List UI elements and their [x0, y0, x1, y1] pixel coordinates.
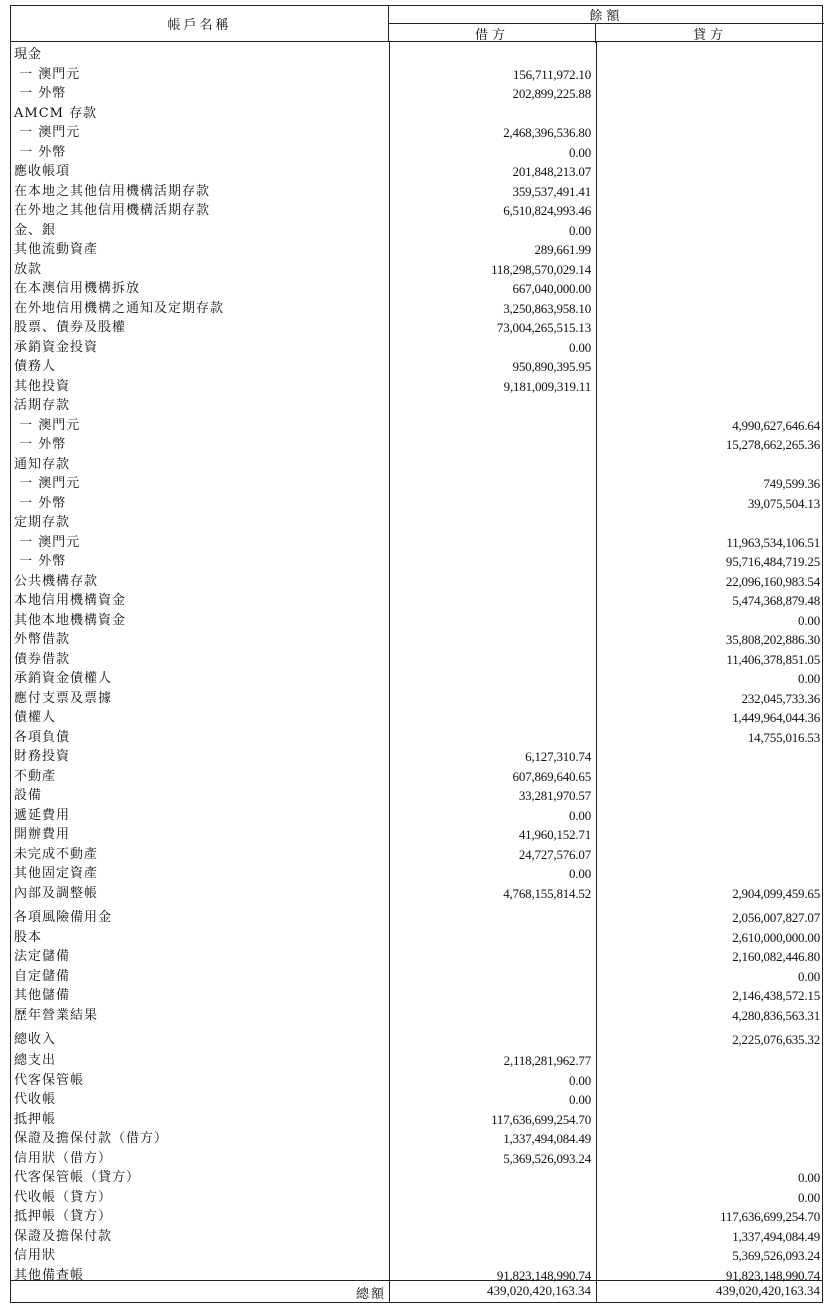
table-row	[11, 611, 824, 631]
table-row	[11, 908, 824, 928]
table-row	[11, 240, 824, 260]
table-row	[11, 1110, 824, 1130]
credit-header: 貸方	[692, 28, 727, 43]
account-name: 一 外幣	[14, 496, 67, 511]
table-row	[11, 357, 824, 377]
account-name: 抵押帳	[14, 1112, 57, 1127]
table-row	[11, 1006, 824, 1026]
table-row	[11, 1246, 824, 1266]
table-row	[11, 1207, 824, 1227]
debit-value: 0.00	[569, 1092, 591, 1107]
table-row	[11, 494, 824, 514]
credit-value: 1,337,494,084.49	[732, 1229, 820, 1244]
account-name: 金、銀	[14, 223, 57, 238]
table-row	[11, 396, 824, 416]
table-row	[11, 928, 824, 948]
table-row	[11, 650, 824, 670]
debit-value: 0.00	[569, 866, 591, 881]
account-name: 遞延費用	[14, 808, 71, 823]
table-row	[11, 767, 824, 787]
debit-value: 359,537,491.41	[512, 184, 591, 199]
table-row	[11, 221, 824, 241]
table-row	[11, 986, 824, 1006]
debit-value: 3,250,863,958.10	[503, 301, 591, 316]
account-name: 保證及擔保付款（借方）	[14, 1131, 169, 1146]
table-row	[11, 143, 824, 163]
debit-value: 24,727,576.07	[518, 847, 591, 862]
account-name: 保證及擔保付款	[14, 1229, 113, 1244]
table-row	[11, 104, 824, 124]
account-name: 股本	[14, 930, 43, 945]
debit-header: 借方	[389, 24, 596, 43]
credit-value: 4,280,836,563.31	[732, 1008, 820, 1023]
account-name: 承銷資金債權人	[14, 671, 113, 686]
trial-balance-sheet	[10, 5, 823, 1303]
credit-value: 749,599.36	[763, 476, 820, 491]
table-row	[11, 1188, 824, 1208]
debit-value: 73,004,265,515.13	[496, 320, 591, 335]
account-name: 內部及調整帳	[14, 886, 99, 901]
debit-value: 91,823,148,990.74	[496, 1268, 591, 1283]
account-name: 代客保管帳（貸方）	[14, 1170, 141, 1185]
table-row	[11, 1071, 824, 1091]
table-row	[11, 728, 824, 748]
table-row	[11, 1030, 824, 1050]
account-name: 承銷資金投資	[14, 340, 99, 355]
account-name: 現金	[14, 47, 43, 62]
account-name: 代收帳（貸方）	[14, 1190, 113, 1205]
account-name: 債券借款	[14, 652, 71, 667]
table-row	[11, 299, 824, 319]
debit-value: 202,899,225.88	[512, 86, 591, 101]
table-row	[11, 552, 824, 572]
account-name: 代收帳	[14, 1092, 57, 1107]
credit-value: 2,904,099,459.65	[732, 886, 820, 901]
account-name: 公共機構存款	[14, 574, 99, 589]
account-name: 在本澳信用機構拆放	[14, 281, 141, 296]
table-row	[11, 1227, 824, 1247]
account-name: 一 外幣	[14, 437, 67, 452]
table-row	[11, 669, 824, 689]
table-row	[11, 182, 824, 202]
credit-value: 5,369,526,093.24	[732, 1248, 820, 1263]
table-row	[11, 825, 824, 845]
total-row	[10, 1281, 823, 1303]
account-name: 放款	[14, 262, 43, 277]
account-name: 一 澳門元	[14, 476, 81, 491]
account-name: 在外地之其他信用機構活期存款	[14, 203, 211, 218]
table-row	[11, 318, 824, 338]
table-row	[11, 845, 824, 865]
credit-value: 2,160,082,446.80	[732, 949, 820, 964]
account-name: 應收帳項	[14, 164, 71, 179]
debit-value: 5,369,526,093.24	[503, 1151, 591, 1166]
account-name: 活期存款	[14, 398, 71, 413]
debit-value: 2,118,281,962.77	[503, 1053, 591, 1068]
account-name: 其他流動資產	[14, 242, 99, 257]
debit-value: 6,127,310.74	[525, 749, 591, 764]
table-row	[11, 84, 824, 104]
credit-value: 91,823,148,990.74	[725, 1268, 820, 1283]
table-row	[11, 708, 824, 728]
table-row	[11, 45, 824, 65]
debit-value: 0.00	[569, 223, 591, 238]
account-name: AMCM 存款	[14, 106, 98, 121]
table-row	[11, 572, 824, 592]
account-name: 債務人	[14, 359, 57, 374]
account-name: 總收入	[14, 1032, 57, 1047]
debit-value: 118,298,570,029.14	[491, 262, 591, 277]
table-row	[11, 201, 824, 221]
table-row	[11, 1051, 824, 1071]
credit-value: 1,449,964,044.36	[732, 710, 820, 725]
credit-value: 11,963,534,106.51	[726, 535, 820, 550]
table-row	[11, 947, 824, 967]
account-name: 財務投資	[14, 749, 71, 764]
account-name: 一 澳門元	[14, 67, 81, 82]
debit-value: 607,869,640.65	[512, 769, 591, 784]
table-row	[11, 884, 824, 904]
account-name: 股票、債券及股權	[14, 320, 127, 335]
debit-value: 156,711,972.10	[513, 67, 591, 82]
table-row	[11, 591, 824, 611]
account-name: 各項負債	[14, 730, 71, 745]
debit-value: 0.00	[569, 145, 591, 160]
account-name: 一 澳門元	[14, 418, 81, 433]
account-name: 各項風險備用金	[14, 910, 113, 925]
table-row	[11, 1129, 824, 1149]
account-name: 代客保管帳	[14, 1073, 85, 1088]
credit-value: 22,096,160,983.54	[725, 574, 820, 589]
table-row	[11, 260, 824, 280]
debit-value: 41,960,152.71	[518, 827, 591, 842]
credit-value: 0.00	[798, 1170, 820, 1185]
account-name: 其他投資	[14, 379, 71, 394]
table-row	[11, 747, 824, 767]
account-name: 應付支票及票據	[14, 691, 113, 706]
total-debit: 439,020,420,163.34	[487, 1283, 591, 1298]
table-row	[11, 967, 824, 987]
account-name: 一 澳門元	[14, 125, 81, 140]
table-row	[11, 513, 824, 533]
account-name: 在外地信用機構之通知及定期存款	[14, 301, 225, 316]
account-name: 自定儲備	[14, 969, 71, 984]
debit-value: 33,281,970.57	[518, 788, 591, 803]
account-name-header: 帳戶名稱	[11, 6, 389, 41]
debit-value: 117,636,699,254.70	[491, 1112, 591, 1127]
account-name: 定期存款	[14, 515, 71, 530]
credit-value: 2,225,076,635.32	[732, 1032, 820, 1047]
credit-value: 35,808,202,886.30	[725, 632, 820, 647]
account-name: 外幣借款	[14, 632, 71, 647]
table-row	[11, 455, 824, 475]
table-row	[11, 338, 824, 358]
credit-value: 15,278,662,265.36	[725, 437, 820, 452]
table-row	[11, 806, 824, 826]
table-row	[11, 123, 824, 143]
table-row	[11, 786, 824, 806]
account-name: 歷年營業結果	[14, 1008, 99, 1023]
table-header	[10, 5, 823, 42]
account-name: 其他本地機構資金	[14, 613, 127, 628]
credit-value: 117,636,699,254.70	[720, 1209, 820, 1224]
account-name: 一 外幣	[14, 86, 67, 101]
account-name: 一 澳門元	[14, 535, 81, 550]
credit-value: 2,610,000,000.00	[732, 930, 820, 945]
table-body	[10, 42, 823, 1281]
account-name: 法定儲備	[14, 949, 71, 964]
table-row	[11, 435, 824, 455]
account-name: 抵押帳（貸方）	[14, 1209, 113, 1224]
table-row	[11, 864, 824, 884]
table-row	[11, 65, 824, 85]
debit-value: 1,337,494,084.49	[503, 1131, 591, 1146]
credit-value: 5,474,368,879.48	[732, 593, 820, 608]
debit-value: 950,890,395.95	[512, 359, 591, 374]
account-name: 不動產	[14, 769, 57, 784]
debit-value: 6,510,824,993.46	[503, 203, 591, 218]
account-name: 一 外幣	[14, 554, 67, 569]
account-name: 信用狀	[14, 1248, 57, 1263]
credit-value: 0.00	[798, 1190, 820, 1205]
credit-value: 14,755,016.53	[747, 730, 820, 745]
debit-value: 0.00	[569, 1073, 591, 1088]
account-name: 其他儲備	[14, 988, 71, 1003]
table-row	[11, 630, 824, 650]
debit-value: 0.00	[569, 808, 591, 823]
credit-value: 11,406,378,851.05	[726, 652, 820, 667]
table-row	[11, 474, 824, 494]
balance-header: 餘額	[389, 6, 824, 24]
table-row	[11, 416, 824, 436]
credit-value: 4,990,627,646.64	[732, 418, 820, 433]
table-row	[11, 377, 824, 397]
credit-value: 95,716,484,719.25	[725, 554, 820, 569]
table-row	[11, 1168, 824, 1188]
account-name: 信用狀（借方）	[14, 1151, 113, 1166]
debit-value: 9,181,009,319.11	[503, 379, 591, 394]
credit-value: 232,045,733.36	[741, 691, 820, 706]
debit-value: 201,848,213.07	[512, 164, 591, 179]
table-row	[11, 689, 824, 709]
debit-value: 289,661.99	[534, 242, 591, 257]
total-label: 總額	[355, 1287, 386, 1302]
account-name: 在本地之其他信用機構活期存款	[14, 184, 211, 199]
table-row	[11, 533, 824, 553]
account-name: 設備	[14, 788, 43, 803]
credit-value: 2,056,007,827.07	[732, 910, 820, 925]
credit-value: 0.00	[798, 969, 820, 984]
credit-value: 0.00	[798, 671, 820, 686]
account-name: 一 外幣	[14, 145, 67, 160]
total-credit: 439,020,420,163.34	[716, 1283, 820, 1298]
table-row	[11, 279, 824, 299]
table-row	[11, 162, 824, 182]
account-name: 總支出	[14, 1053, 57, 1068]
debit-value: 2,468,396,536.80	[503, 125, 591, 140]
debit-value: 0.00	[569, 340, 591, 355]
account-name: 開辦費用	[14, 827, 71, 842]
table-row	[11, 1149, 824, 1169]
table-row	[11, 1090, 824, 1110]
account-name: 通知存款	[14, 457, 71, 472]
debit-value: 4,768,155,814.52	[503, 886, 591, 901]
account-name: 其他固定資產	[14, 866, 99, 881]
credit-value: 0.00	[798, 613, 820, 628]
account-name: 本地信用機構資金	[14, 593, 127, 608]
credit-value: 39,075,504.13	[747, 496, 820, 511]
account-name: 未完成不動產	[14, 847, 99, 862]
credit-value: 2,146,438,572.15	[732, 988, 820, 1003]
account-name: 其他備查帳	[14, 1268, 85, 1283]
debit-value: 667,040,000.00	[512, 281, 591, 296]
account-name: 債權人	[14, 710, 57, 725]
